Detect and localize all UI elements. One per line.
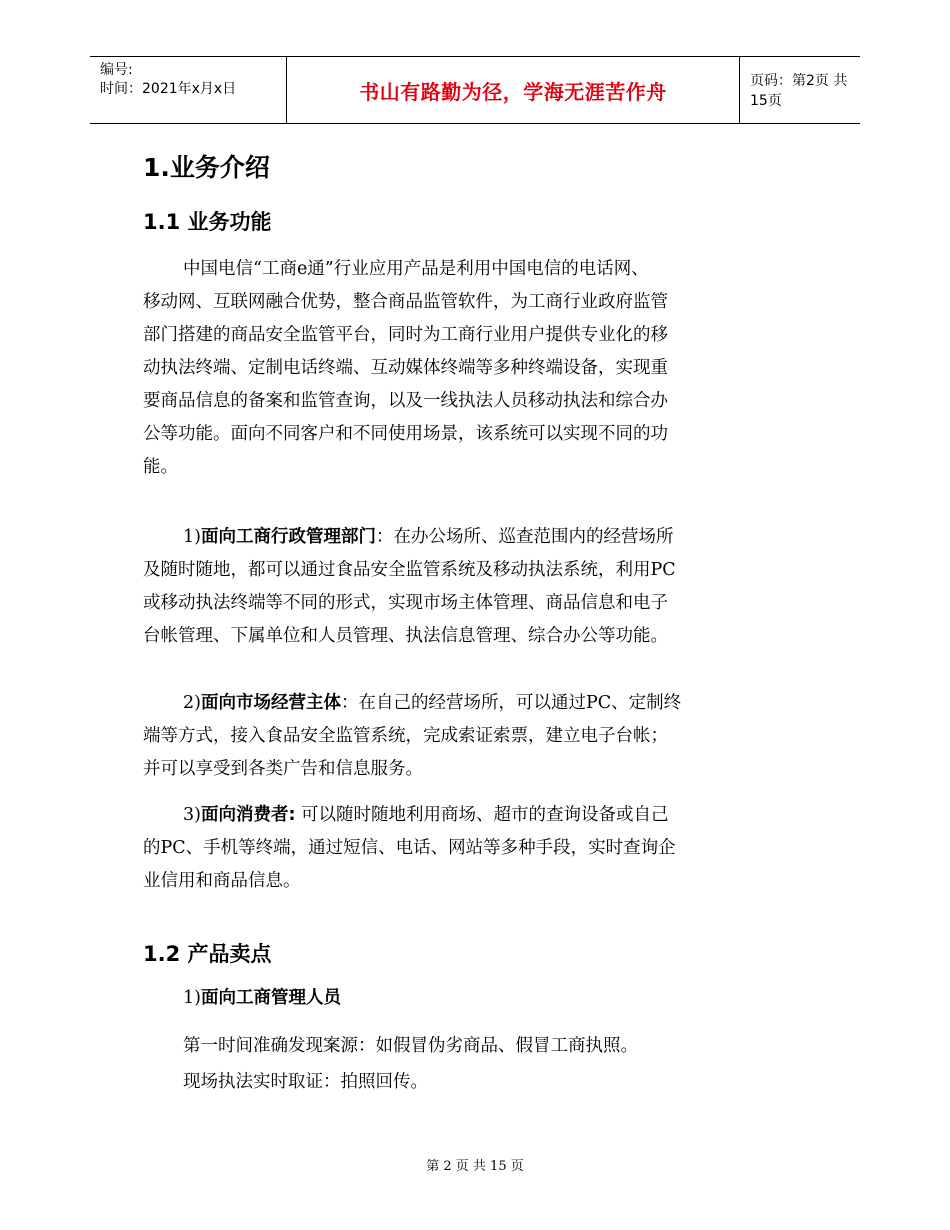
text-line: 业信用和商品信息。	[143, 871, 301, 891]
text-line: 能。	[143, 457, 178, 477]
keyword: 面向工商行政管理部门	[200, 527, 376, 547]
text-line: 中国电信“工商e通”行业应用产品是利用中国电信的电话网、	[183, 259, 649, 279]
paragraph-admin	[143, 521, 813, 653]
paragraph-market	[143, 687, 813, 786]
text-line: 端等方式，接入食品安全监管系统，完成索证索票，建立电子台帐；	[143, 726, 668, 746]
text-line	[143, 799, 813, 832]
header-meta	[100, 61, 236, 99]
intro-paragraph	[143, 253, 813, 484]
text-segment: ：在办公场所、巡查范围内的经营场所	[375, 527, 674, 547]
paragraph-consumer	[143, 799, 813, 898]
section-title-1: 1.业务介绍	[143, 153, 270, 182]
time-label: 时间：2021年x月x日	[100, 81, 237, 97]
text-line: 台帐管理、下属单位和人员管理、执法信息管理、综合办公等功能。	[143, 626, 668, 646]
serial-label: 编号:	[100, 62, 133, 78]
text-line: 及随时随地，都可以通过食品安全监管系统及移动执法系统，利用PC	[143, 560, 676, 580]
header-page-info: 页码：第2页 共15页	[750, 73, 848, 109]
text-segment: ：在自己的经营场所，可以通过PC、定制终	[340, 693, 682, 713]
selling-point-item: 现场执法实时取证：拍照回传。	[183, 1072, 428, 1092]
list-number: 3)	[183, 805, 201, 825]
text-line: 的PC、手机等终端，通过短信、电话、网站等多种手段，实时查询企	[143, 838, 676, 858]
text-line	[143, 521, 813, 554]
selling-point-heading	[183, 982, 341, 1015]
header-motto-cell	[286, 57, 740, 123]
text-segment: 可以随时随地利用商场、超市的查询设备或自己	[295, 805, 669, 825]
list-number: 2)	[183, 693, 201, 713]
page-footer: 第 2 页 共 15 页	[426, 1159, 524, 1174]
text-line: 部门搭建的商品安全监管平台，同时为工商行业用户提供专业化的移	[143, 325, 668, 345]
page-header	[90, 56, 860, 124]
text-line: 动执法终端、定制电话终端、互动媒体终端等多种终端设备，实现重	[143, 358, 668, 378]
keyword: 面向工商管理人员	[200, 988, 341, 1008]
list-number: 1)	[183, 988, 201, 1008]
text-line: 移动网、互联网融合优势，整合商品监管软件，为工商行业政府监管	[143, 292, 668, 312]
selling-point-item: 第一时间准确发现案源：如假冒伪劣商品、假冒工商执照。	[183, 1036, 638, 1056]
text-line	[143, 687, 813, 720]
list-number: 1)	[183, 527, 201, 547]
section-title-1-1: 1.1 业务功能	[143, 210, 272, 234]
text-line: 要商品信息的备案和监管查询，以及一线执法人员移动执法和综合办	[143, 391, 668, 411]
header-motto: 书山有路勤为径，学海无涯苦作舟	[359, 79, 667, 104]
text-line: 并可以享受到各类广告和信息服务。	[143, 759, 423, 779]
keyword: 面向消费者:	[200, 805, 296, 825]
keyword: 面向市场经营主体	[200, 693, 341, 713]
text-line: 或移动执法终端等不同的形式，实现市场主体管理、商品信息和电子	[143, 593, 668, 613]
text-line: 公等功能。面向不同客户和不同使用场景，该系统可以实现不同的功	[143, 424, 668, 444]
section-title-1-2: 1.2 产品卖点	[143, 942, 272, 966]
